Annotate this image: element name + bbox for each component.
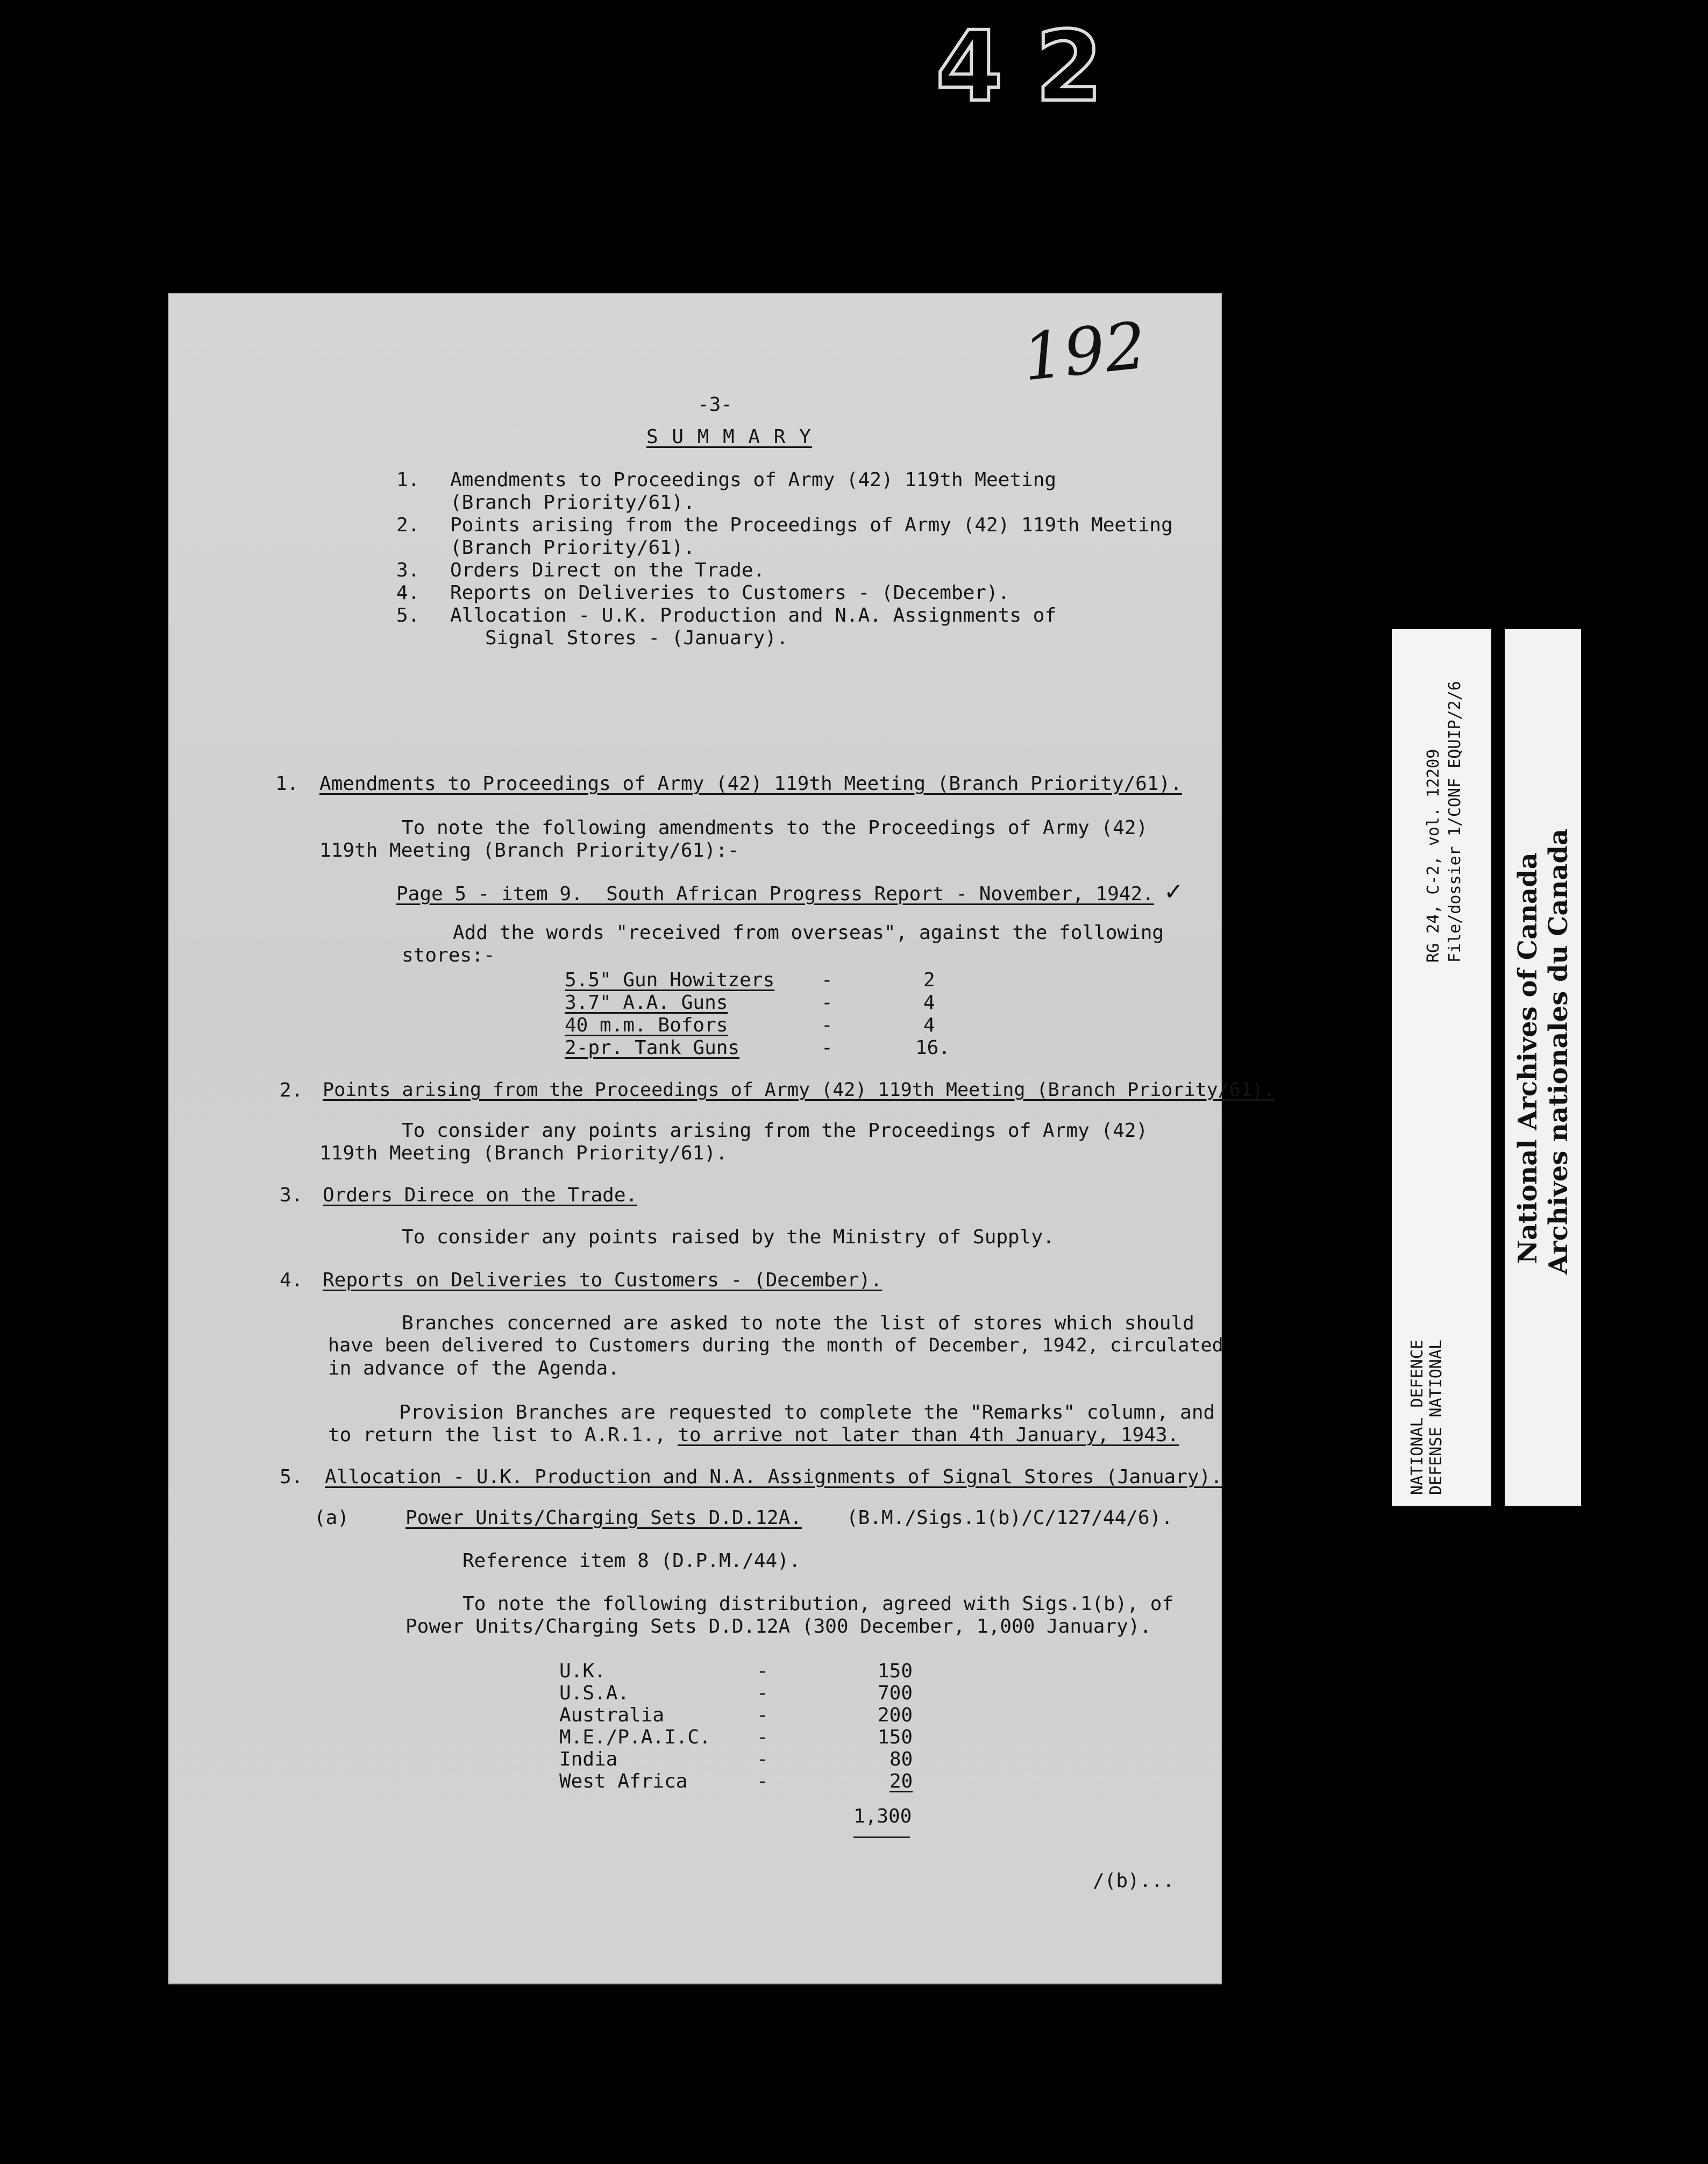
summary-item-text: Points arising from the Proceedings of Army (42) 119th Meeting xyxy=(450,514,1173,536)
section-number: 3. xyxy=(280,1184,303,1206)
archive-reference-stamp xyxy=(1392,629,1491,1506)
distribution-name: India xyxy=(559,1748,618,1770)
subsection-heading: Page 5 - item 9. South African Progress Report - November, 1942. xyxy=(396,883,1154,905)
section-number: 5. xyxy=(280,1466,303,1488)
store-qty: 16. xyxy=(915,1037,951,1059)
distribution-dash: - xyxy=(757,1726,768,1748)
distribution-name: West Africa xyxy=(559,1770,688,1792)
section-number: 4. xyxy=(280,1269,303,1291)
page-marker: -3- xyxy=(698,394,733,416)
archive-reference-line: RG 24, C-2, vol. 12209 xyxy=(1424,749,1443,963)
paragraph-line: Power Units/Charging Sets D.D.12A (300 December, 1,000 January). xyxy=(405,1615,1152,1638)
section-heading: Orders Direce on the Trade. xyxy=(323,1184,638,1206)
store-dash: - xyxy=(821,992,833,1014)
continued-marker: /(b)... xyxy=(1093,1870,1175,1892)
paragraph-line: 119th Meeting (Branch Priority/61):- xyxy=(319,839,739,862)
summary-item-text: Orders Direct on the Trade. xyxy=(450,559,765,581)
department-label: NATIONAL DEFENCE xyxy=(1408,1340,1427,1495)
paragraph-line: To consider any points arising from the Proceedings of Army (42) xyxy=(402,1120,1148,1142)
distribution-dash: - xyxy=(757,1704,768,1726)
summary-item-number: 5. xyxy=(396,604,420,627)
reference-line: Reference item 8 (D.P.M./44). xyxy=(462,1550,801,1572)
distribution-qty: 20 xyxy=(889,1770,913,1792)
total-underline xyxy=(853,1836,910,1838)
paragraph-line: To note the following amendments to the Proceedings of Army (42) xyxy=(402,817,1148,839)
store-qty: 4 xyxy=(923,1014,935,1036)
distribution-dash: - xyxy=(757,1682,768,1704)
summary-title: S U M M A R Y xyxy=(646,426,812,448)
distribution-total: 1,300 xyxy=(853,1805,912,1827)
distribution-name: U.K. xyxy=(559,1660,606,1682)
paragraph-line: To note the following distribution, agreed with Sigs.1(b), of xyxy=(462,1593,1174,1615)
summary-item-number: 1. xyxy=(396,469,420,491)
deadline-text: to arrive not later than 4th January, 1943. xyxy=(678,1424,1179,1446)
subsection-reference: (B.M./Sigs.1(b)/C/127/44/6). xyxy=(846,1507,1173,1529)
paragraph-line: 119th Meeting (Branch Priority/61). xyxy=(319,1142,728,1164)
store-qty: 4 xyxy=(923,992,935,1014)
store-dash: - xyxy=(821,1014,833,1036)
paragraph-line: stores:- xyxy=(402,944,495,966)
store-name: 2-pr. Tank Guns xyxy=(565,1037,740,1059)
archive-reference-line: File/dossier 1/CONF EQUIP/2/6 xyxy=(1446,681,1464,963)
paragraph-line xyxy=(328,1426,1179,1445)
paragraph-line: in advance of the Agenda. xyxy=(328,1357,620,1379)
distribution-dash: - xyxy=(757,1770,768,1792)
summary-item-text: (Branch Priority/61). xyxy=(450,492,695,514)
archives-label-line: Archives nationales du Canada xyxy=(1543,828,1574,1275)
section-number: 2. xyxy=(280,1079,303,1101)
section-heading: Amendments to Proceedings of Army (42) 119th Meeting (Branch Priority/61). xyxy=(319,773,1182,795)
subsection-label: (a) xyxy=(314,1507,350,1529)
store-name: 3.7" A.A. Guns xyxy=(565,992,728,1014)
paragraph-line: To consider any points raised by the Ministry of Supply. xyxy=(402,1226,1055,1248)
summary-item-text: (Branch Priority/61). xyxy=(450,537,695,559)
store-dash: - xyxy=(821,1037,833,1059)
distribution-qty: 150 xyxy=(878,1660,913,1682)
summary-item-number: 3. xyxy=(396,559,420,581)
summary-item-text: Reports on Deliveries to Customers - (December). xyxy=(450,582,1010,604)
document-page xyxy=(168,293,1275,1984)
distribution-qty: 700 xyxy=(878,1682,913,1704)
paragraph-text: to return the list to A.R.1., xyxy=(328,1424,678,1446)
summary-item-number: 2. xyxy=(396,514,420,536)
paragraph-line: have been delivered to Customers during the month of December, 1942, circulated xyxy=(328,1335,1223,1356)
archives-label-line: National Archives of Canada xyxy=(1513,852,1543,1264)
store-qty: 2 xyxy=(923,969,935,991)
distribution-dash: - xyxy=(757,1660,768,1682)
section-number: 1. xyxy=(275,773,299,795)
distribution-qty: 200 xyxy=(878,1704,913,1726)
handwritten-folio-number: 192 xyxy=(1019,308,1150,396)
store-name: 40 m.m. Bofors xyxy=(565,1014,728,1036)
distribution-name: Australia xyxy=(559,1704,665,1726)
summary-item-text: Amendments to Proceedings of Army (42) 119th Meeting xyxy=(450,469,1057,491)
distribution-qty: 80 xyxy=(889,1748,913,1770)
distribution-qty: 150 xyxy=(878,1726,913,1748)
distribution-name: M.E./P.A.I.C. xyxy=(559,1726,711,1748)
paragraph-line: Add the words "received from overseas", against the following xyxy=(453,922,1164,944)
paragraph-line: Branches concerned are asked to note the list of stores which should xyxy=(402,1312,1194,1334)
subsection-heading: Power Units/Charging Sets D.D.12A. xyxy=(405,1507,802,1529)
summary-item-text: Allocation - U.K. Production and N.A. Assignments of xyxy=(450,604,1057,627)
summary-item-text: Signal Stores - (January). xyxy=(485,627,788,649)
store-name: 5.5" Gun Howitzers xyxy=(565,969,775,991)
archives-label xyxy=(1505,629,1581,1506)
frame-number: 42 xyxy=(936,11,1135,123)
department-label: DEFENSE NATIONAL xyxy=(1427,1340,1446,1495)
paragraph-line: Provision Branches are requested to complete the "Remarks" column, and xyxy=(399,1401,1215,1423)
check-mark-icon: ✓ xyxy=(1164,878,1184,906)
distribution-name: U.S.A. xyxy=(559,1682,630,1704)
store-dash: - xyxy=(821,969,833,991)
summary-item-number: 4. xyxy=(396,582,420,604)
section-heading: Allocation - U.K. Production and N.A. Assignments of Signal Stores (January). xyxy=(325,1466,1222,1488)
section-heading: Reports on Deliveries to Customers - (December). xyxy=(323,1269,883,1291)
section-heading: Points arising from the Proceedings of Army (42) 119th Meeting (Branch Priority/61). xyxy=(323,1079,1275,1101)
distribution-dash: - xyxy=(757,1748,768,1770)
